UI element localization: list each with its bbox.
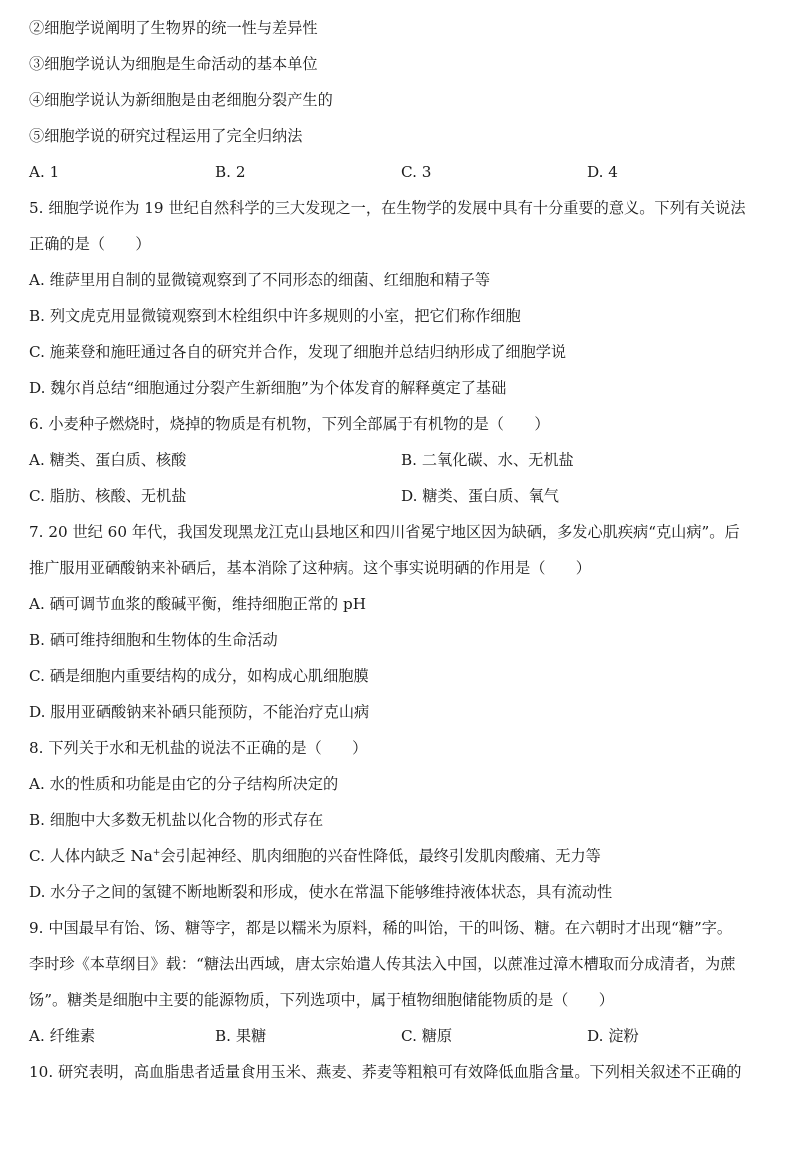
q7-option-c[interactable]: C. 硒是细胞内重要结构的成分，如构成心肌细胞膜	[29, 667, 369, 685]
q6-option-b[interactable]: B. 二氧化碳、水、无机盐	[401, 451, 574, 469]
q8-option-b[interactable]: B. 细胞中大多数无机盐以化合物的形式存在	[29, 811, 324, 829]
statement-2: ②细胞学说阐明了生物界的统一性与差异性	[29, 19, 318, 37]
q9-option-b[interactable]: B. 果糖	[215, 1027, 267, 1045]
q4-option-d[interactable]: D. 4	[587, 163, 618, 181]
q6-option-d[interactable]: D. 糖类、蛋白质、氧气	[401, 487, 559, 505]
q5-option-b[interactable]: B. 列文虎克用显微镜观察到木栓组织中许多规则的小室，把它们称作细胞	[29, 307, 521, 325]
q6-option-c[interactable]: C. 脂肪、核酸、无机盐	[29, 487, 187, 505]
q6-options-row-2	[29, 486, 786, 506]
q4-options	[29, 162, 786, 182]
q4-option-c[interactable]: C. 3	[401, 163, 432, 181]
q8-option-d[interactable]: D. 水分子之间的氢键不断地断裂和形成，使水在常温下能够维持液体状态，具有流动性	[29, 883, 613, 901]
q9-options	[29, 1026, 786, 1046]
q7-stem-line-1: 7. 20 世纪 60 年代，我国发现黑龙江克山县地区和四川省冕宁地区因为缺硒，多发心肌疾病“克山病”。后	[29, 523, 740, 541]
q9-stem-line-3: 饧”。糖类是细胞中主要的能源物质，下列选项中，属于植物细胞储能物质的是（ ）	[29, 991, 614, 1009]
q6-stem: 6. 小麦种子燃烧时，烧掉的物质是有机物，下列全部属于有机物的是（ ）	[29, 415, 550, 433]
statement-5: ⑤细胞学说的研究过程运用了完全归纳法	[29, 127, 303, 145]
q4-option-b[interactable]: B. 2	[215, 163, 246, 181]
q7-option-a[interactable]: A. 硒可调节血浆的酸碱平衡，维持细胞正常的 pH	[29, 595, 366, 613]
statement-3: ③细胞学说认为细胞是生命活动的基本单位	[29, 55, 318, 73]
q8-option-c-prefix: C. 人体内缺乏 Na	[29, 847, 153, 865]
q5-option-a[interactable]: A. 维萨里用自制的显微镜观察到了不同形态的细菌、红细胞和精子等	[29, 271, 491, 289]
q8-stem: 8. 下列关于水和无机盐的说法不正确的是（ ）	[29, 739, 368, 757]
q6-option-a[interactable]: A. 糖类、蛋白质、核酸	[29, 451, 187, 469]
q5-stem-line-1: 5. 细胞学说作为 19 世纪自然科学的三大发现之一，在生物学的发展中具有十分重要的意义。下列有关说法	[29, 199, 746, 217]
q5-stem-line-2: 正确的是（ ）	[29, 235, 151, 253]
q9-option-c[interactable]: C. 糖原	[401, 1027, 453, 1045]
q9-stem-line-1: 9. 中国最早有饴、饧、糖等字，都是以糯米为原料，稀的叫饴，干的叫饧、糖。在六朝时才出现“糖”字。	[29, 919, 733, 937]
q8-option-c-suffix: 会引起神经、肌肉细胞的兴奋性降低，最终引发肌肉酸痛、无力等	[160, 847, 601, 865]
q4-option-a[interactable]: A. 1	[29, 163, 60, 181]
statement-4: ④细胞学说认为新细胞是由老细胞分裂产生的	[29, 91, 333, 109]
q7-option-b[interactable]: B. 硒可维持细胞和生物体的生命活动	[29, 631, 278, 649]
q6-options-row-1	[29, 450, 786, 470]
q7-option-d[interactable]: D. 服用亚硒酸钠来补硒只能预防，不能治疗克山病	[29, 703, 370, 721]
q7-stem-line-2: 推广服用亚硒酸钠来补硒后，基本消除了这种病。这个事实说明硒的作用是（ ）	[29, 559, 591, 577]
q9-option-d[interactable]: D. 淀粉	[587, 1027, 639, 1045]
q8-option-a[interactable]: A. 水的性质和功能是由它的分子结构所决定的	[29, 775, 339, 793]
q8-option-c[interactable]	[29, 846, 786, 866]
q5-option-d[interactable]: D. 魏尔肖总结“细胞通过分裂产生新细胞”为个体发育的解释奠定了基础	[29, 379, 507, 397]
q9-option-a[interactable]: A. 纤维素	[29, 1027, 96, 1045]
q5-option-c[interactable]: C. 施莱登和施旺通过各自的研究并合作，发现了细胞并总结归纳形成了细胞学说	[29, 343, 567, 361]
q8-option-c-superscript: +	[152, 847, 161, 858]
q10-stem-line-1: 10. 研究表明，高血脂患者适量食用玉米、燕麦、荞麦等粗粮可有效降低血脂含量。下列相关叙述不正确的	[29, 1063, 742, 1081]
q9-stem-line-2: 李时珍《本草纲目》载：“糖法出西域，唐太宗始遣人传其法入中国，以蔗准过漳木槽取而分成清者，为蔗	[29, 955, 736, 973]
